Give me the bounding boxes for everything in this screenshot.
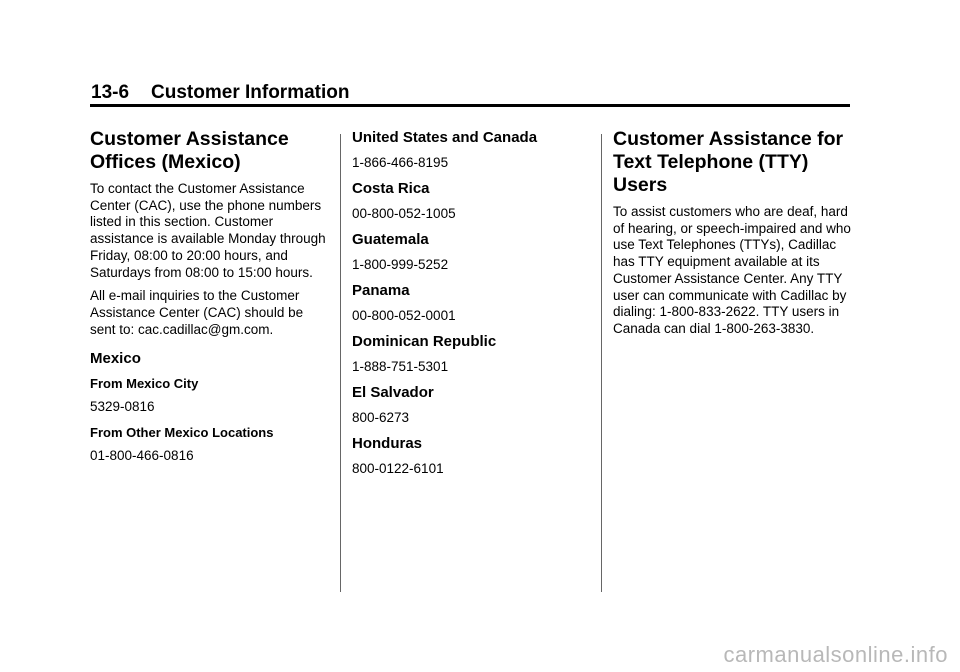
tty-paragraph: To assist customers who are deaf, hard of hearing, or speech-impaired and who use Text Telephones (TTYs), Cadillac has TTY equipment available at its Customer Assistance Center. Any TTY user can communicate with Cadillac by dialing: 1-800-833-2622. TTY users in Canada can dial 1-800-263-3830. (613, 204, 851, 336)
country-phone: 800-0122-6101 (352, 461, 444, 476)
section-title: Customer Information (151, 82, 350, 103)
column-divider-1 (340, 134, 341, 592)
country-heading: El Salvador (352, 384, 434, 401)
column-mexico-offices (90, 128, 330, 473)
column-tty (613, 128, 853, 345)
watermark: carmanualsonline.info (723, 642, 948, 667)
mexico-city-phone: 5329-0816 (90, 399, 155, 415)
country-phone: 1-800-999-5252 (352, 257, 449, 272)
page-number: 13-6 (91, 82, 130, 103)
country-phone: 1-888-751-5301 (352, 359, 449, 374)
mexico-offices-title: Customer Assistance Offices (Mexico) (90, 128, 289, 173)
column-divider-2 (601, 134, 602, 592)
contact-paragraph: To contact the Customer Assistance Center (CAC), use the phone numbers listed in this section. Customer assistance is available Monday through Friday, 08:00 to 20:00 hours, and Saturdays from 08:00 to 15:00 hours. (90, 181, 326, 280)
country-phone: 1-866-466-8195 (352, 155, 449, 170)
column-country-numbers (352, 128, 588, 486)
country-heading: Guatemala (352, 231, 429, 248)
country-heading: Honduras (352, 435, 423, 452)
country-phone: 00-800-052-1005 (352, 206, 456, 221)
other-locations-phone: 01-800-466-0816 (90, 448, 194, 464)
other-locations-label: From Other Mexico Locations (90, 425, 274, 441)
tty-title: Customer Assistance for Text Telephone (TTY) Users (613, 128, 844, 196)
header-rule (90, 104, 850, 107)
email-paragraph: All e-mail inquiries to the Customer Assistance Center (CAC) should be sent to: cac.cadillac@gm.com. (90, 288, 304, 337)
country-heading: Panama (352, 282, 410, 299)
country-phone: 00-800-052-0001 (352, 308, 456, 323)
mexico-city-label: From Mexico City (90, 376, 199, 392)
country-heading: United States and Canada (352, 129, 538, 146)
country-phone: 800-6273 (352, 410, 410, 425)
mexico-heading: Mexico (90, 350, 141, 368)
country-heading: Dominican Republic (352, 333, 497, 350)
page-header (91, 82, 850, 104)
country-heading: Costa Rica (352, 180, 430, 197)
